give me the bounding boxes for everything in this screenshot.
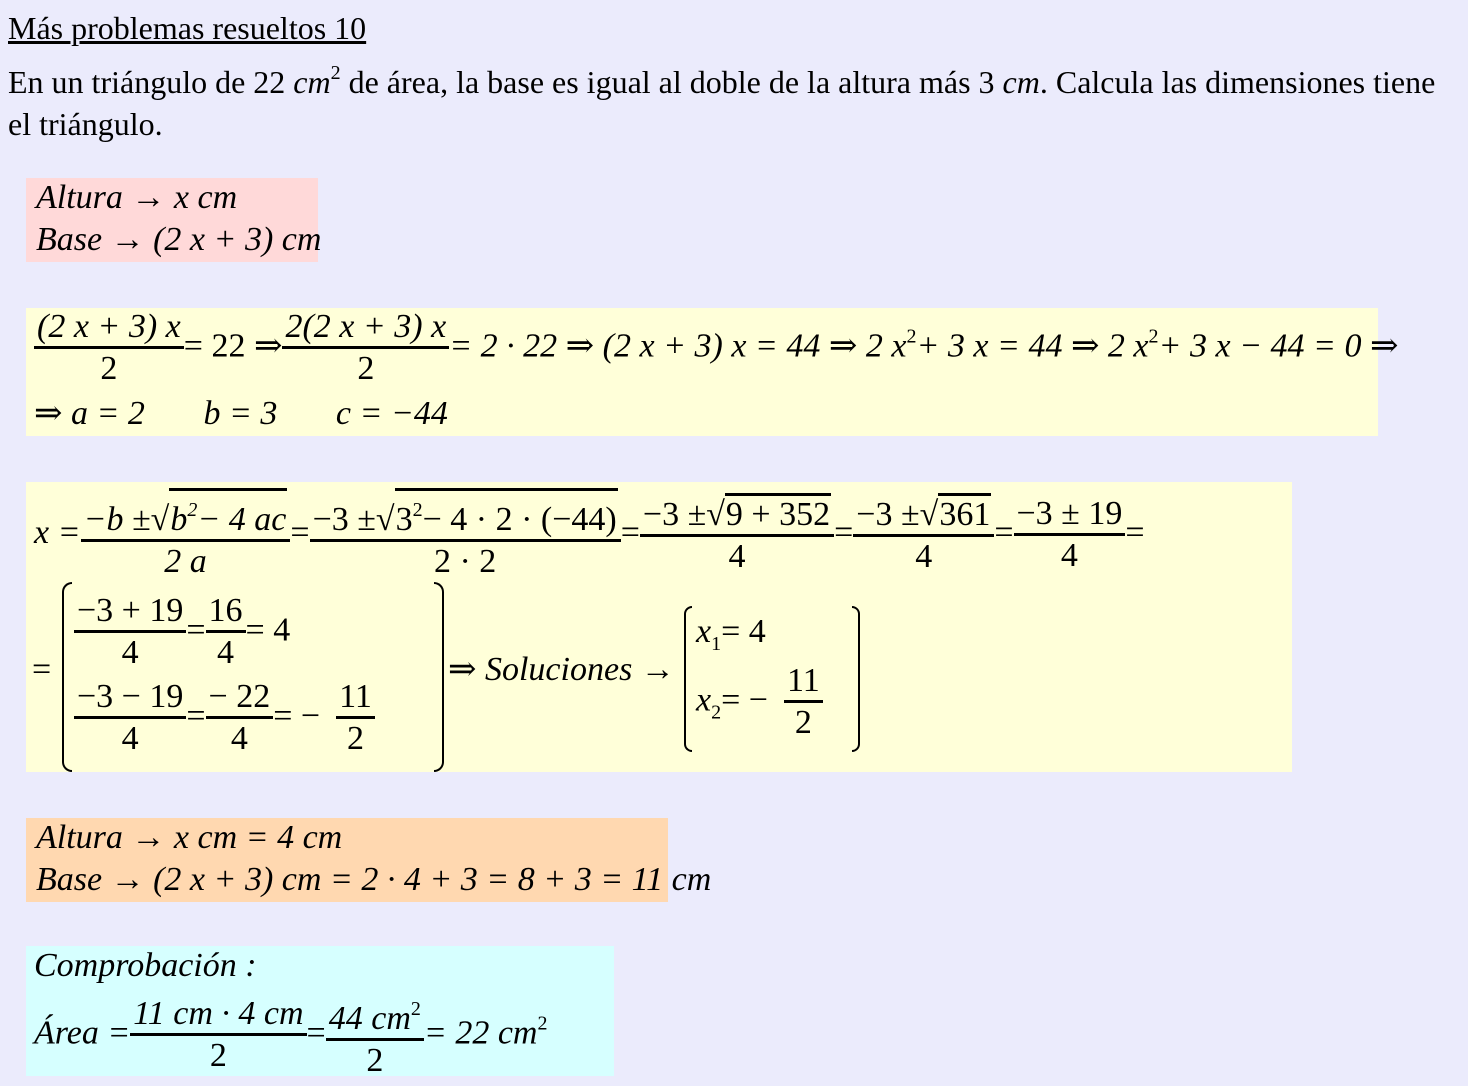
- root-1-row: $\frac{-3 + 19}{4}$ = $\frac{16}{4}$ = 4: [74, 592, 290, 673]
- left-brace: [62, 582, 72, 772]
- problem-statement: [8, 52, 1448, 145]
- sqrt-icon: √: [150, 501, 170, 538]
- base-result: Base → (2 x + 3) cm = 2 · 4 + 3 = 8 + 3 = 11 cm: [36, 861, 712, 898]
- statement-text: . Calcula las dimensiones tiene el triángulo.: [8, 64, 1436, 142]
- altura-definition: Altura → x cm: [36, 179, 238, 216]
- solution-x2: $x_2=$ − $\frac{11}{2}$: [696, 662, 823, 743]
- root-formula: $\frac{-3 \pm 19}{4}$: [1014, 495, 1126, 576]
- soluciones-label: ⇒ Soluciones →: [448, 651, 675, 688]
- sqrt-icon: √: [375, 501, 395, 538]
- statement-exponent: 2: [330, 62, 341, 84]
- quadratic-formula-line: x = $\frac{-b \pm√b^2- 4 ac}{2 a}$ = $\frac{-3 \pm√3^2- 4 \cdot 2 \cdot (-44)}{2 \cdot 2}$ = $\frac{-3 \pm√9 + 352}{4}$ = $\frac{-3 \pm√361}{4}$ = $\frac{-3 \pm 19}{4}$ =: [34, 488, 1145, 582]
- statement-unit: cm: [293, 64, 331, 100]
- statement-text: En un triángulo de 22: [8, 64, 294, 100]
- right-brace: [852, 606, 860, 752]
- coefficient-a: ⇒ a = 2: [34, 395, 145, 432]
- general-formula: $\frac{-b \pm√b^2- 4 ac}{2 a}$: [81, 488, 291, 582]
- formula-box: [26, 482, 1292, 772]
- equation-part: + 3 x − 44 = 0 ⇒: [1158, 327, 1399, 365]
- equation-box: [26, 308, 1399, 436]
- simplified-formula: $\frac{-3 \pm√9 + 352}{4}$: [640, 493, 834, 577]
- variables-box: [26, 178, 322, 262]
- base-definition: Base → (2 x + 3) cm: [36, 221, 322, 258]
- equation-part: = 22 ⇒: [183, 327, 283, 365]
- exponent: 2: [1148, 325, 1159, 348]
- equation-part: = 2 · 22 ⇒ (2 x + 3) x = 44 ⇒ 2 x: [449, 327, 907, 365]
- fraction-area-expression: $\frac{(2 x + 3) x}{2}$: [34, 308, 184, 389]
- coefficients-line: [34, 394, 448, 434]
- sqrt-icon: √: [706, 496, 725, 533]
- coefficient-c: c = −44: [335, 395, 448, 432]
- x-equals: x =: [34, 513, 81, 551]
- check-box: [26, 946, 614, 1079]
- solution-x1: $x_1= 4$: [696, 613, 766, 655]
- statement-unit: cm: [1002, 64, 1040, 100]
- left-brace: [684, 606, 692, 752]
- statement-text: de área, la base es igual al doble de la altura más 3: [340, 64, 1003, 100]
- check-title: Comprobación :: [34, 947, 257, 984]
- equals-sign: =: [32, 651, 52, 688]
- fraction-doubled: $\frac{2(2 x + 3) x}{2}$: [282, 308, 449, 389]
- equation-part: + 3 x = 44 ⇒ 2 x: [916, 327, 1149, 365]
- equation-line: [34, 308, 1398, 389]
- discriminant-formula: $\frac{-3 \pm√361}{4}$: [853, 493, 994, 577]
- altura-result: Altura → x cm = 4 cm: [36, 819, 343, 856]
- root-2-row: $\frac{-3 - 19}{4}$ = $\frac{- 22}{4}$ = − $\frac{11}{2}$: [74, 678, 375, 759]
- area-check-line: Área = $\frac{11 cm \cdot 4 cm}{2}$ = $\frac{44 cm^2}{2}$ = 22 $cm^2$: [34, 990, 547, 1081]
- coefficient-b: b = 3: [203, 395, 278, 432]
- exponent: 2: [906, 325, 917, 348]
- right-brace: [434, 582, 444, 772]
- page-title: Más problemas resueltos 10: [8, 10, 367, 46]
- results-box: [26, 818, 712, 902]
- substituted-formula: $\frac{-3 \pm√3^2- 4 \cdot 2 \cdot (-44)}{2 \cdot 2}$: [310, 488, 621, 582]
- sqrt-icon: √: [919, 496, 939, 533]
